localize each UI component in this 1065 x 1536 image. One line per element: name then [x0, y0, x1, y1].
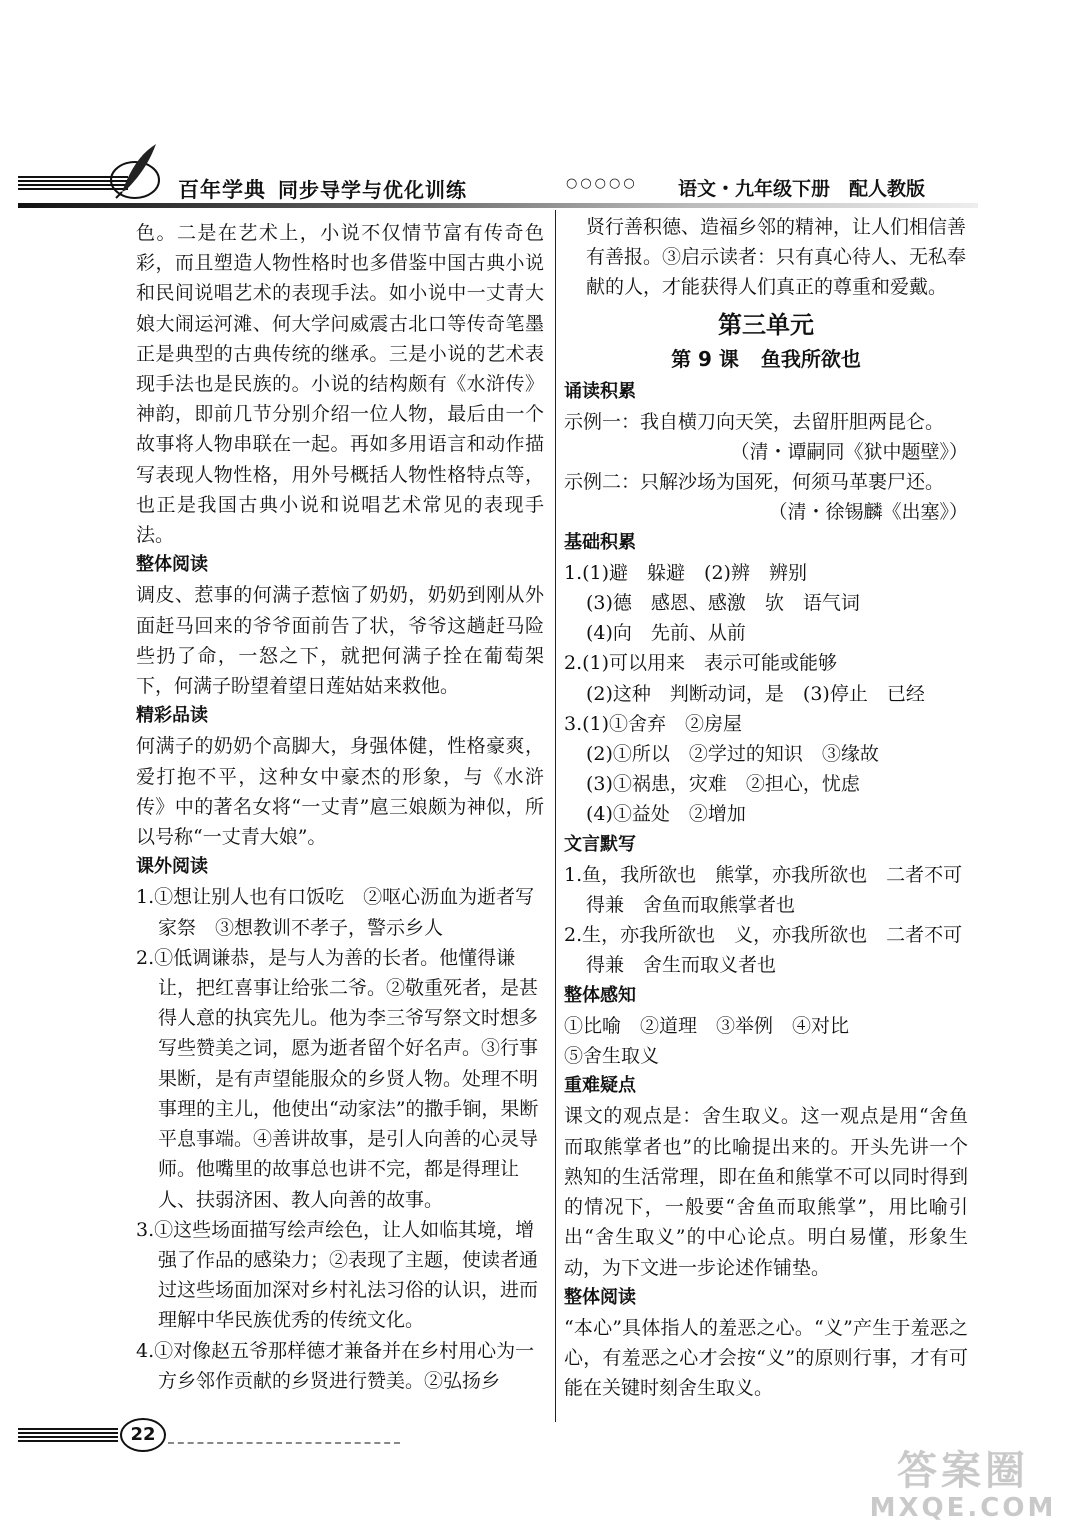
left-column: [136, 218, 544, 1396]
paragraph: 贤行善积德、造福乡邻的精神，让人们相信善有善报。③启示读者：只有真心待人、无私奉献的人，才能获得人们真正的尊重和爱戴。: [586, 216, 967, 299]
example-line: 示例二：只解沙场为国死，何须马革裹尸还。: [564, 471, 945, 494]
section-heading: 整体感知: [564, 984, 636, 1006]
paragraph: 何满子的奶奶个高脚大，身强体健，性格豪爽，爱打抱不平，这种女中豪杰的形象，与《水浒传》中的著名女将“一丈青”扈三娘颇为神似，所以号称“一丈青大娘”。: [136, 735, 544, 849]
section-heading: 基础积累: [564, 531, 636, 553]
book-subtitle: 同步导学与优化训练: [278, 178, 467, 202]
section-heading: 课外阅读: [136, 856, 208, 878]
unit-title: 第三单元: [718, 310, 814, 339]
answer-line: (4)①益处 ②增加: [586, 803, 746, 826]
book-title: [178, 174, 467, 204]
column-divider: [555, 210, 556, 1422]
answer-line: ⑤舍生取义: [564, 1045, 660, 1068]
paragraph: 调皮、惹事的何满子惹恼了奶奶，奶奶到刚从外面赶马回来的爷爷面前告了状，爷爷这趟赶马险些扔了命，一怒之下，就把何满子拴在葡萄架下，何满子盼望着望日莲姑姑来救他。: [136, 584, 544, 698]
section-heading: 整体阅读: [564, 1286, 636, 1308]
example-source: （清・谭嗣同《狱中题壁》）: [730, 441, 968, 464]
answer-line: 2.(1)可以用来 表示可能或能够: [564, 652, 838, 675]
answer-item: 2.①低调谦恭，是与人为善的长者。他懂得谦让，把红喜事让给张二爷。②敬重死者，是甚得人意的执宾先儿。他为李三爷写祭文时想多写些赞美之词，愿为逝者留个好名声。③行事果断，是有声望能服众的乡贤人物。处理不明事理的主儿，他使出“动家法”的撒手锏，果断平息事端。④善讲故事，是引人向善的心灵导师。他嘴里的故事总也讲不完，都是得理让人、扶弱济困、教人向善的故事。: [136, 946, 539, 1211]
footer-rule: [168, 1442, 400, 1444]
answer-line: (2)这种 判断动词，是 (3)停止 已经: [586, 682, 925, 705]
watermark-logo: [868, 1448, 1058, 1528]
footer-decor-bars: [18, 1428, 118, 1442]
section-heading: 精彩品读: [136, 705, 208, 727]
lesson-name: 鱼我所欲也: [760, 346, 861, 371]
example-line: 示例一：我自横刀向天笑，去留肝胆两昆仑。: [564, 410, 945, 433]
right-column: [564, 212, 968, 1404]
answer-line: (3)①祸患，灾难 ②担心，忧虑: [586, 773, 860, 796]
lesson-title: [564, 343, 968, 375]
lesson-number: 第 9 课: [671, 346, 739, 371]
answer-item: 4.①对像赵五爷那样德才兼备并在乡村用心为一方乡邻作贡献的乡贤进行赞美。②弘扬乡: [136, 1339, 535, 1392]
subject-grade: 语文・九年级下册 配人教版: [678, 178, 926, 200]
brand-name: 百年学典: [178, 178, 266, 202]
answer-item: 2.生，亦我所欲也 义，亦我所欲也 二者不可得兼 舍生而取义者也: [564, 924, 963, 977]
answer-line: 3.(1)①舍弃 ②房屋: [564, 712, 743, 735]
section-heading: 诵读积累: [564, 380, 636, 402]
answer-item: 3.①这些场面描写绘声绘色，让人如临其境，增强了作品的感染力；②表现了主题，使读者通过这些场面加深对乡村礼法习俗的认识，进而理解中华民族优秀的传统文化。: [136, 1218, 539, 1332]
page-number: 22: [120, 1418, 166, 1452]
section-heading: 整体阅读: [136, 554, 208, 576]
header-dots: ○○○○○: [566, 176, 638, 191]
answer-line: 1.(1)避 躲避 (2)辨 辨别: [564, 561, 807, 584]
paragraph: 色。二是在艺术上，小说不仅情节富有传奇色彩，而且塑造人物性格时也多借鉴中国古典小说和民间说唱艺术的表现手法。如小说中一丈青大娘大闹运河滩、何大学问威震古北口等传奇笔墨正是典型的古典传统的继承。三是小说的艺术表现手法也是民族的。小说的结构颇有《水浒传》神韵，即前几节分别介绍一位人物，最后由一个故事将人物串联在一起。再如多用语言和动作描写表现人物性格，用外号概括人物性格特点等，也正是我国古典小说和说唱艺术常见的表现手法。: [136, 222, 544, 547]
paragraph: 课文的观点是：舍生取义。这一观点是用“舍鱼而取熊掌者也”的比喻提出来的。开头先讲一个熟知的生活常理，即在鱼和熊掌不可以同时得到的情况下，一般要“舍鱼而取熊掌”，用比喻引出“舍生取义”的中心论点。明白易懂，形象生动，为下文进一步论述作铺垫。: [564, 1105, 968, 1279]
watermark-url: MXQE.COM: [869, 1493, 1057, 1523]
answer-line: ①比喻 ②道理 ③举例 ④对比: [564, 1014, 850, 1037]
section-heading: 文言默写: [564, 833, 636, 855]
answer-line: (2)①所以 ②学过的知识 ③缘故: [586, 743, 879, 766]
example-source: （清・徐锡麟《出塞》）: [768, 501, 968, 524]
answer-line: (4)向 先前、从前: [586, 622, 746, 645]
watermark-text: 答案圈: [897, 1448, 1029, 1494]
header-rule: [18, 203, 978, 208]
answer-line: (3)德 感恩、感激 欤 语气词: [586, 592, 860, 615]
section-heading: 重难疑点: [564, 1075, 636, 1097]
answer-item: 1.①想让别人也有口饭吃 ②呕心沥血为逝者写家祭 ③想教训不孝子，警示乡人: [136, 886, 535, 939]
answer-item: 1.鱼，我所欲也 熊掌，亦我所欲也 二者不可得兼 舍鱼而取熊掌者也: [564, 863, 963, 917]
paragraph: “本心”具体指人的羞恶之心。“义”产生于羞恶之心，有羞恶之心才会按“义”的原则行事，才有可能在关键时刻舍生取义。: [564, 1316, 968, 1400]
quill-icon: [100, 140, 170, 200]
